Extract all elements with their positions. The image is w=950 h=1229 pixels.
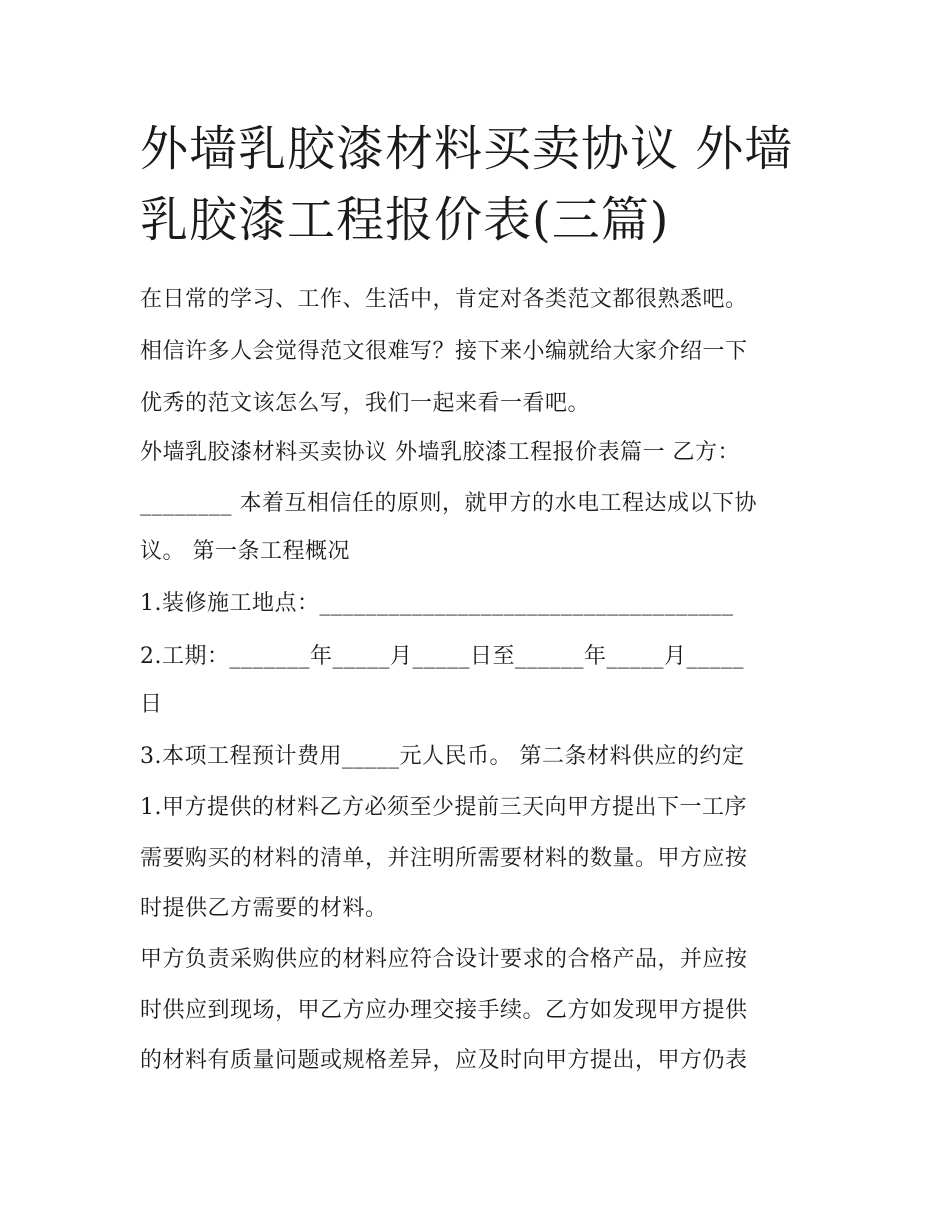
body-line: 外墙乳胶漆材料买卖协议 外墙乳胶漆工程报价表篇一 乙方：	[140, 440, 740, 465]
body-line: 议。 第一条工程概况	[140, 539, 350, 564]
body-line: 2.工期：_______年_____月_____日至______年_____月_____	[140, 644, 744, 669]
body-line: 时供应到现场，甲乙方应办理交接手续。乙方如发现甲方提供	[140, 998, 748, 1023]
body-line: 1.甲方提供的材料乙方必须至少提前三天向甲方提出下一工序	[140, 795, 747, 820]
document-title	[140, 114, 830, 256]
body-line: 1.装修施工地点：____________________________________	[140, 591, 734, 616]
body-line: 优秀的范文该怎么写，我们一起来看一看吧。	[140, 391, 591, 416]
title-line-1: 外墙乳胶漆材料买卖协议 外墙	[140, 121, 794, 177]
body-line: 相信许多人会觉得范文很难写？接下来小编就给大家介绍一下	[140, 339, 748, 364]
body-line: 时提供乙方需要的材料。	[140, 896, 388, 921]
body-line: 日	[140, 692, 163, 717]
body-line: 甲方负责采购供应的材料应符合设计要求的合格产品，并应按	[140, 947, 748, 972]
body-line: 的材料有质量问题或规格差异，应及时向甲方提出，甲方仍表	[140, 1048, 748, 1073]
body-line: 需要购买的材料的清单，并注明所需要材料的数量。甲方应按	[140, 846, 748, 871]
body-line: ________ 本着互相信任的原则，就甲方的水电工程达成以下协	[140, 491, 757, 516]
body-line: 在日常的学习、工作、生活中，肯定对各类范文都很熟悉吧。	[140, 287, 748, 312]
title-line-2: 乳胶漆工程报价表(三篇)	[140, 192, 670, 248]
body-line: 3.本项工程预计费用_____元人民币。 第二条材料供应的约定	[140, 744, 745, 769]
